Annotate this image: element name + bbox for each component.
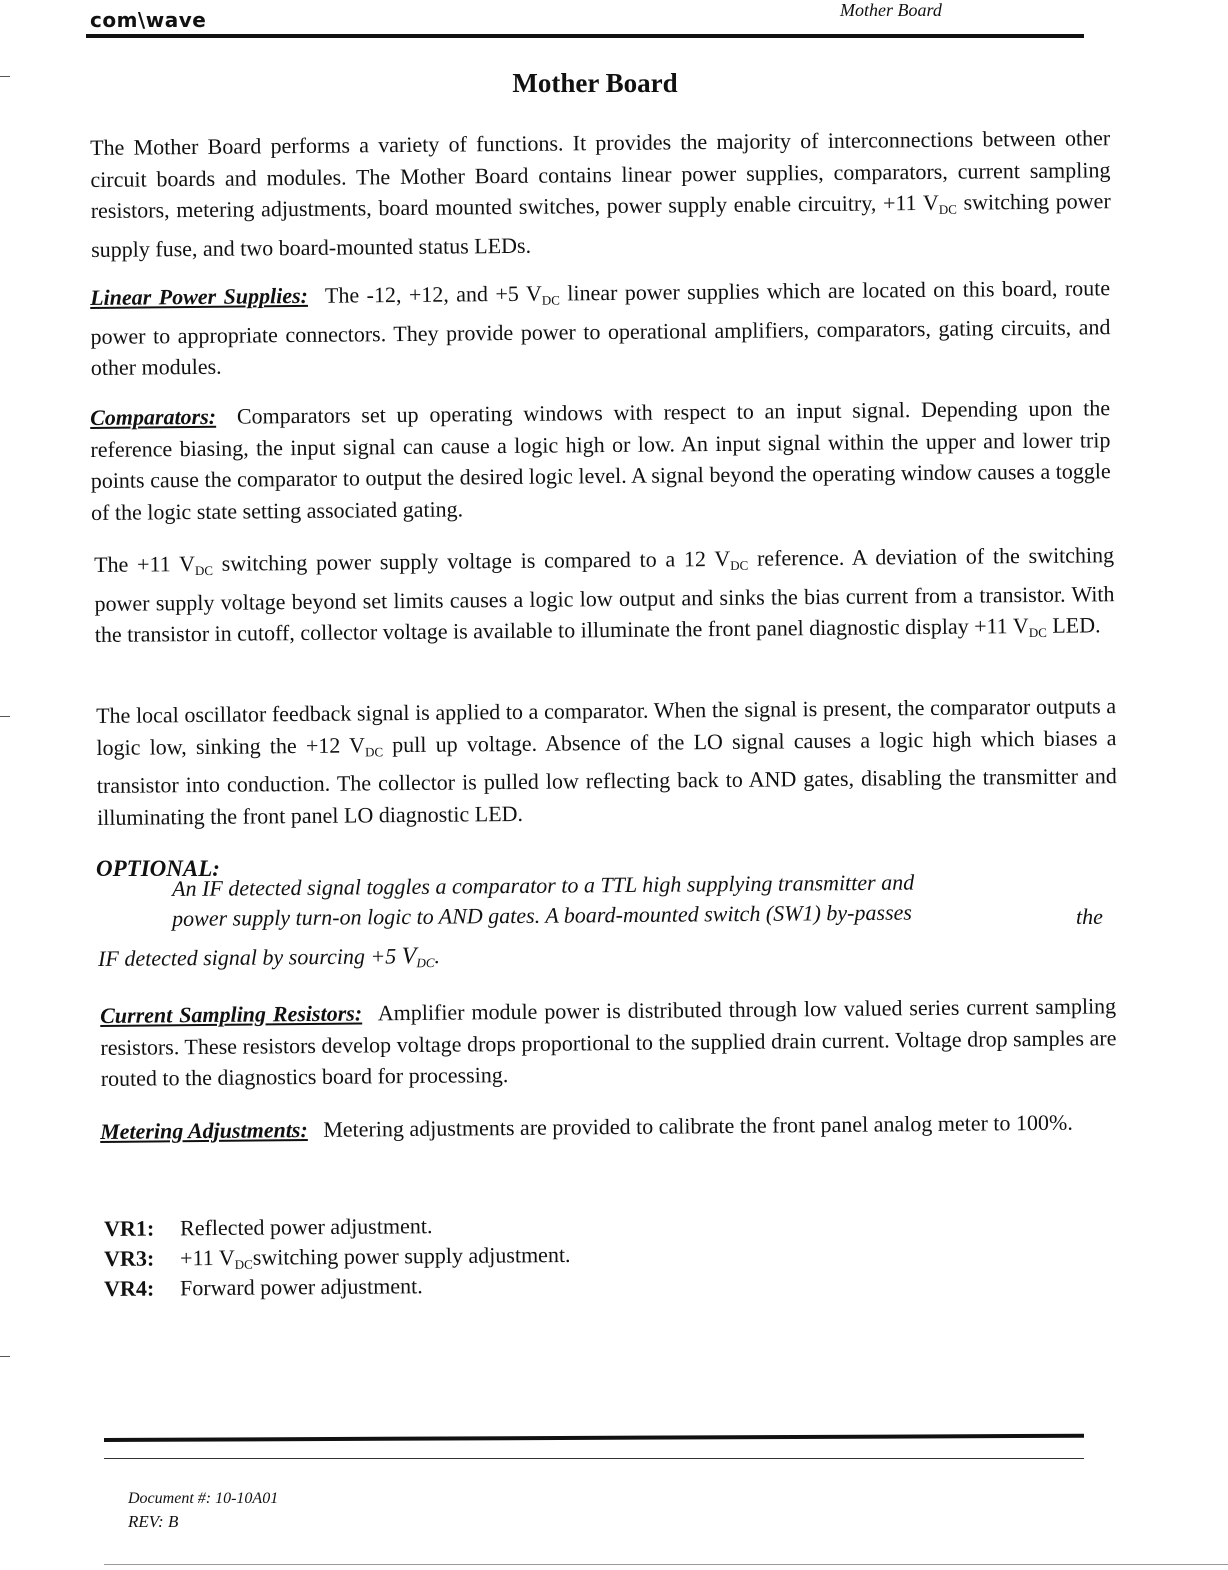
current-sampling-text: Amplifier module power is distributed through low valued series current sampling resistors. These resistors develop voltage drops proportional to the supplied drain current. Voltage drop samples are routed to the diagnostics board for processing. [100,993,1117,1091]
linear-text-1: The -12, +12, and +5 V [324,280,542,308]
optional-line-3-subscript: DC [416,955,435,971]
optional-heading: OPTIONAL: [96,856,220,881]
adjustment-text: Reflected power adjustment. [179,1213,433,1241]
adjustment-text-pre: +11 V [179,1244,235,1271]
adjustment-text: Forward power adjustment. [179,1273,423,1301]
intro-text-1: The Mother Board performs a variety of functions. It provides the majority of interconnections between other circuit boards and modules. The Mother Board contains linear power supplies, comparators, current sampling resistors, metering adjustments, board mounted switches, power supply enable circuitry, +11 V [90,125,1111,223]
intro-text-2: switching power supply fuse, and two board-mounted status LEDs. [91,188,1111,262]
switching-text-3: reference. A deviation of the switching power supply voltage beyond set limits causes a logic low output and sinks the bias current from a transistor. With the transistor in cutoff, collector voltage is available to illuminate the front panel diagnostic display +11 V [94,542,1115,647]
margin-mark [0,76,10,77]
adjustment-key: VR4: [104,1275,155,1301]
metering-paragraph [100,1106,1116,1147]
switching-text-4: LED. [1046,612,1101,638]
metering-text: Metering adjustments are provided to calibrate the front panel analog meter to 100%. [323,1109,1073,1142]
revision: REV: B [128,1512,179,1531]
linear-power-label: Linear Power Supplies: [90,282,309,310]
optional-line-3-text: IF detected signal by sourcing +5 [98,943,402,971]
switching-text-2: switching power supply voltage is compared to a 12 V [212,545,731,576]
switching-subscript-3: DC [1028,624,1047,641]
comparators-paragraph [90,392,1111,528]
intro-paragraph [90,122,1111,265]
adjustment-key: VR3: [104,1245,155,1271]
current-sampling-label: Current Sampling Resistors: [100,1000,363,1028]
current-sampling-paragraph [100,990,1117,1094]
margin-mark [0,1356,10,1357]
oscillator-paragraph [96,690,1117,833]
optional-line-1: An IF detected signal toggles a comparator to a TTL high supplying transmitter and [172,869,915,901]
footer-rule-thin [104,1458,1084,1459]
switching-supply-paragraph [94,539,1115,657]
comparators-label: Comparators: [90,403,217,430]
linear-text-2: linear power supplies which are located on this board, route power to appropriate connectors. They provide power to operational amplifiers, comparators, gating circuits, and other modules. [90,275,1111,380]
comparators-text: Comparators set up operating windows with respect to an input signal. Depending upon the reference biasing, the input signal can cause a logic high or low. An input signal within the upper and lower trip points cause the comparator to output the desired logic level. A signal beyond the operating window causes a toggle of the logic state setting associated gating. [90,395,1111,525]
adjustment-subscript: DC [234,1256,253,1272]
intro-subscript: DC [938,201,957,217]
switching-subscript-1: DC [194,562,214,579]
adjustment-item-vr3 [104,1242,571,1274]
linear-power-paragraph [90,272,1111,383]
footer-rule-thick [104,1434,1084,1442]
optional-line-2-end: the [1076,904,1103,929]
switching-subscript-2: DC [730,557,749,573]
bottom-rule [104,1564,1228,1565]
oscillator-text-2: pull up voltage. Absence of the LO signal causes a logic high which biases a transistor into conduction. The collector is pulled low reflecting back to AND gates, disabling the transmitter and illuminating the front panel LO diagnostic LED. [96,724,1117,830]
linear-subscript: DC [541,292,560,308]
optional-line-3 [98,943,440,974]
metering-label: Metering Adjustments: [100,1117,308,1144]
running-header: Mother Board [840,0,942,20]
oscillator-subscript: DC [364,743,384,759]
logo-text: com\wave [90,8,207,32]
adjustment-text: switching power supply adjustment. [252,1241,571,1270]
margin-mark [0,716,10,717]
adjustment-item-vr1 [104,1213,433,1242]
comwave-logo [90,8,206,32]
oscillator-text-1: The local oscillator feedback signal is applied to a comparator. When the signal is present, the comparator outputs a logic low, sinking the +12 V [96,693,1117,760]
optional-line-2: power supply turn-on logic to AND gates. A board-mounted switch (SW1) by-passes [172,899,913,931]
page-title: Mother Board [512,68,678,98]
adjustment-item-vr4 [104,1273,423,1302]
header-rule [86,34,1084,38]
document-number: Document #: 10-10A01 [128,1490,279,1507]
optional-line-3-end: . [434,943,441,969]
adjustment-key: VR1: [104,1215,155,1241]
optional-line-3-v: V [401,943,417,970]
switching-text-1: The +11 V [94,551,196,577]
